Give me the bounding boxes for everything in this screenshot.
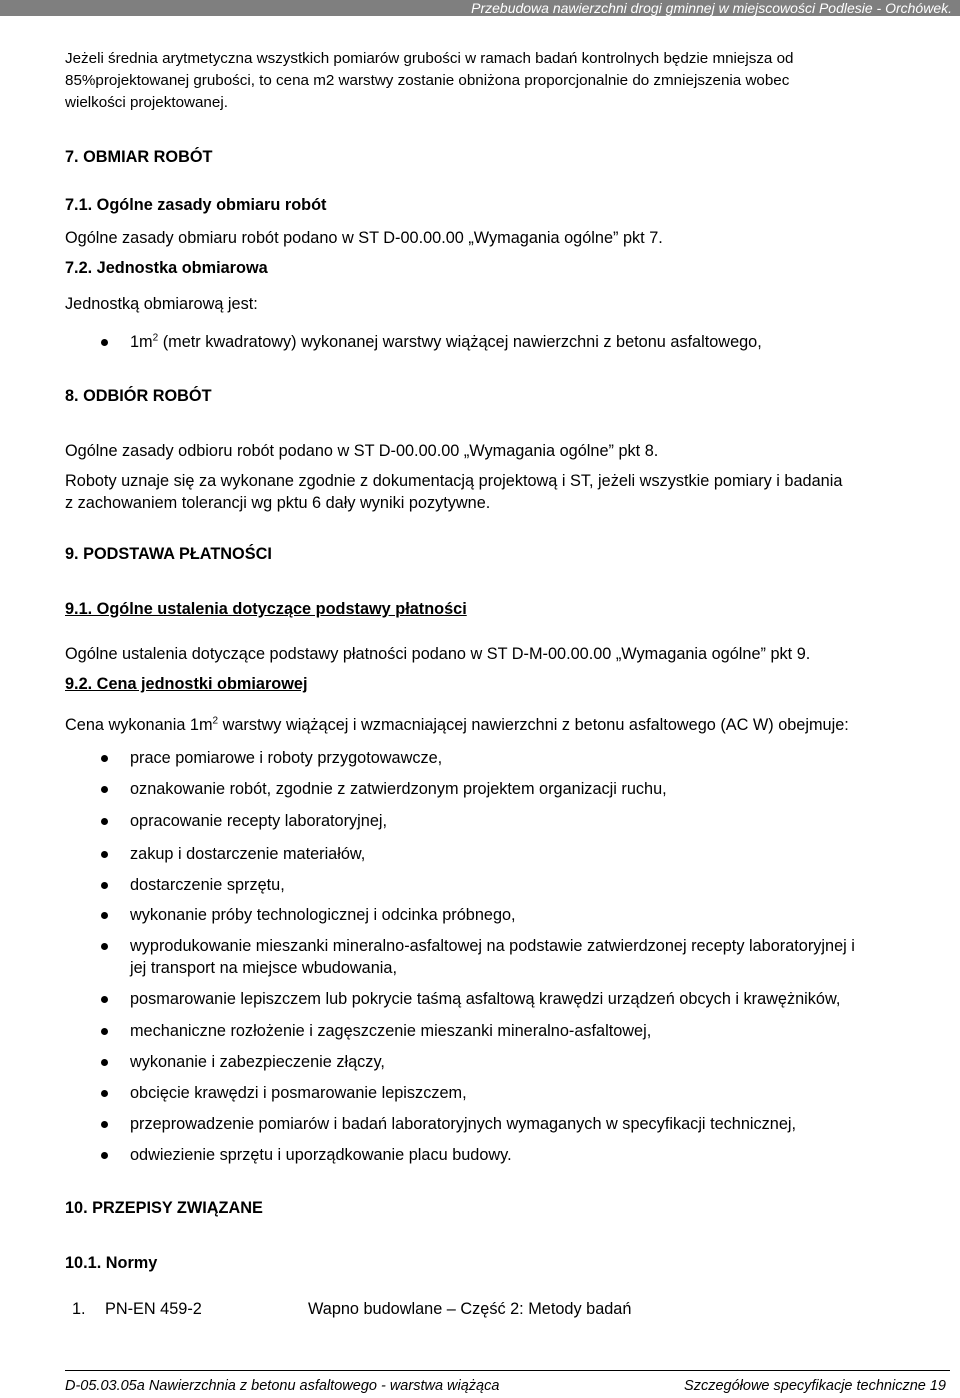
norm-code: PN-EN 459-2: [105, 1300, 202, 1318]
list-item: zakup i dostarczenie materiałów,: [130, 845, 366, 863]
list-item: posmarowanie lepiszczem lub pokrycie taśmą asfaltową krawędzi urządzeń obcych i krawężników,: [130, 990, 841, 1008]
list-item-continuation: jej transport na miejsce wbudowania,: [130, 959, 397, 977]
section-7-1-text: Ogólne zasady obmiaru robót podano w ST D-00.00.00 „Wymagania ogólne” pkt 7.: [65, 229, 663, 247]
footer-left: D-05.03.05a Nawierzchnia z betonu asfaltowego - warstwa wiążąca: [65, 1378, 500, 1394]
section-7-heading: 7. OBMIAR ROBÓT: [65, 148, 213, 166]
list-item: przeprowadzenie pomiarów i badań laboratoryjnych wymaganych w specyfikacji technicznej,: [130, 1115, 797, 1133]
bullet-icon: [101, 1059, 108, 1066]
bullet-icon: [101, 996, 108, 1003]
list-item: prace pomiarowe i roboty przygotowawcze,: [130, 749, 443, 767]
bullet-icon: [101, 755, 108, 762]
section-7-2-text: Jednostką obmiarową jest:: [65, 295, 258, 313]
list-item: wyprodukowanie mieszanki mineralno-asfaltowej na podstawie zatwierdzonej recepty laboratoryjnej i: [130, 937, 855, 955]
list-item: wykonanie próby technologicznej i odcinka próbnego,: [130, 906, 516, 924]
bullet-icon: [101, 912, 108, 919]
list-item: wykonanie i zabezpieczenie złączy,: [130, 1053, 385, 1071]
footer-divider: [65, 1370, 950, 1371]
norm-title: Wapno budowlane – Część 2: Metody badań: [308, 1300, 632, 1318]
section-9-heading: 9. PODSTAWA PŁATNOŚCI: [65, 545, 272, 563]
section-9-1-heading: 9.1. Ogólne ustalenia dotyczące podstawy płatności: [65, 600, 467, 618]
bullet-icon: [101, 1090, 108, 1097]
section-9-1-text: Ogólne ustalenia dotyczące podstawy płatności podano w ST D-M-00.00.00 „Wymagania ogólne” pkt 9.: [65, 645, 811, 663]
footer-right: Szczegółowe specyfikacje techniczne 19: [684, 1378, 946, 1394]
bullet-icon: [101, 1028, 108, 1035]
bullet-icon: [101, 851, 108, 858]
header-title: Przebudowa nawierzchni drogi gminnej w miejscowości Podlesie - Orchówek.: [471, 0, 952, 16]
bullet-icon: [101, 1152, 108, 1159]
list-item: opracowanie recepty laboratoryjnej,: [130, 812, 388, 830]
list-item: dostarczenie sprzętu,: [130, 876, 285, 894]
section-10-heading: 10. PRZEPISY ZWIĄZANE: [65, 1199, 263, 1217]
bullet-icon: [101, 1121, 108, 1128]
section-7-1-heading: 7.1. Ogólne zasady obmiaru robót: [65, 196, 327, 214]
section-9-2-heading: 9.2. Cena jednostki obmiarowej: [65, 675, 308, 693]
unit-bullet-item: $1m^2$ (metr kwadratowy) wykonanej warstwy wiążącej nawierzchni z betonu asfaltowego,: [130, 332, 762, 351]
section-9-2-text: Cena wykonania $1m^2$ warstwy wiążącej i wzmacniającej nawierzchni z betonu asfaltowego (AC W) obejmuje:: [65, 715, 849, 734]
list-item: mechaniczne rozłożenie i zagęszczenie mieszanki mineralno-asfaltowej,: [130, 1022, 652, 1040]
bullet-icon: [101, 882, 108, 889]
bullet-icon: [101, 943, 108, 950]
list-item: oznakowanie robót, zgodnie z zatwierdzonym projektem organizacji ruchu,: [130, 780, 667, 798]
intro-line-1: Jeżeli średnia arytmetyczna wszystkich pomiarów grubości w ramach badań kontrolnych będzie mniejsza od: [65, 50, 794, 67]
section-7-2-heading: 7.2. Jednostka obmiarowa: [65, 259, 268, 277]
section-8-text-1: Ogólne zasady odbioru robót podano w ST D-00.00.00 „Wymagania ogólne” pkt 8.: [65, 442, 659, 460]
intro-line-2: 85%projektowanej grubości, to cena m2 warstwy zostanie obniżona proporcjonalnie do zmniejszenia wobec: [65, 72, 790, 89]
section-8-heading: 8. ODBIÓR ROBÓT: [65, 387, 212, 405]
norm-number: 1.: [72, 1300, 86, 1318]
section-10-1-heading: 10.1. Normy: [65, 1254, 158, 1272]
section-8-text-2a: Roboty uznaje się za wykonane zgodnie z dokumentacją projektową i ST, jeżeli wszystkie pomiary i badania: [65, 472, 843, 490]
bullet-icon: [101, 818, 108, 825]
list-item: obcięcie krawędzi i posmarowanie lepiszczem,: [130, 1084, 467, 1102]
intro-line-3: wielkości projektowanej.: [65, 94, 228, 111]
list-item: odwiezienie sprzętu i uporządkowanie placu budowy.: [130, 1146, 512, 1164]
bullet-icon: [101, 339, 108, 346]
bullet-icon: [101, 786, 108, 793]
section-8-text-2b: z zachowaniem tolerancji wg pktu 6 dały wyniki pozytywne.: [65, 494, 491, 512]
